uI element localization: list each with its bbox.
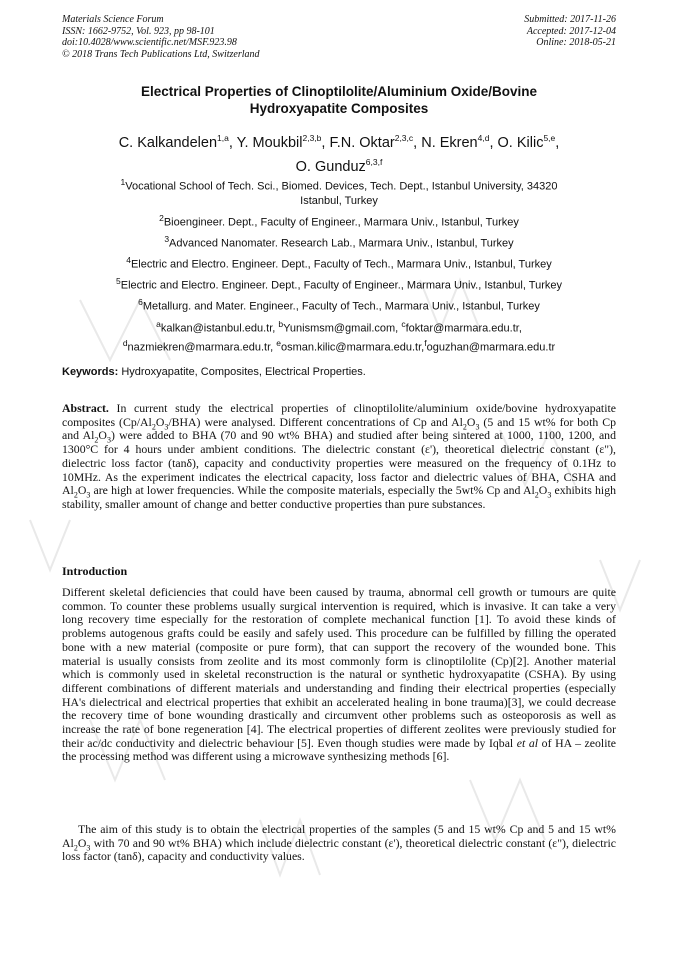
affiliation-text: Advanced Nanomater. Research Lab., Marmara Univ., Istanbul, Turkey bbox=[169, 237, 514, 250]
copyright: © 2018 Trans Tech Publications Ltd, Switzerland bbox=[62, 48, 260, 60]
intro-text: Different skeletal deficiencies that could have been caused by trauma, abnormal cell growth or tumours are quite common. To counter these problems usually surgical intervention is required, which is invasive. It can take a very long recovery time especially for the restoration of complete mechanical function [1]. To avoid these kinds of problems autogenous grafts could be easily and safely used. This procedure can be fulfilled by filling the operated bone with a new material (composite or pure form), that can support the recovery of the wounded bone. This material is usually consists from zeolite and its most commonly form is clinoptilolite (Cp)[2]. Another material which is commonly used in skeletal reconstruction is the natural or synthetic hydroxyapatite (CSHA). By using different combinations of different materials and understanding and finding their electrical properties (especially HA's dielectrical and electrical properties that exhibit an accelerated healing in bone trauma)[3], we could decrease the recovery time of bone wounding drastically and circumvent other problems such as osteoporosis as well as increase the rate of bone regeneration [4]. The electrical properties of different zeolites were previously studied for their ac/dc conductivity and dielectric behaviour [5]. Even though studies were made by Iqbal bbox=[62, 585, 616, 750]
introduction-heading: Introduction bbox=[62, 564, 128, 578]
affiliation-text: Bioengineer. Dept., Faculty of Engineer., Marmara Univ., Istanbul, Turkey bbox=[163, 216, 519, 229]
author-sep: , bbox=[228, 134, 237, 151]
email-link[interactable]: foktar@marmara.edu.tr, bbox=[405, 322, 522, 335]
keywords-label: Keywords: bbox=[62, 366, 119, 378]
author-name: N. Ekren bbox=[421, 134, 478, 151]
email-sup: b bbox=[278, 319, 284, 329]
author-name: F.N. Oktar bbox=[329, 134, 395, 151]
intro-text-end: of HA – zeolite the processing method was different using a microwave synthesizing methods [6]. bbox=[62, 735, 616, 764]
affiliation-sup: 4 bbox=[126, 255, 131, 265]
author-sup: 6,3,f bbox=[365, 156, 383, 167]
affiliation-text: Electric and Electro. Engineer. Dept., Faculty of Engineer., Marmara Univ., Istanbul, Turkey bbox=[120, 279, 562, 292]
issn: ISSN: 1662-9752, Vol. 923, pp 98-101 bbox=[62, 25, 215, 37]
submitted-date: Submitted: 2017-11-26 bbox=[524, 14, 616, 25]
email-link[interactable]: nazmiekren@marmara.edu.tr, bbox=[127, 341, 274, 354]
introduction-paragraph-1 bbox=[62, 586, 616, 764]
affiliation-2 bbox=[62, 211, 616, 230]
abstract bbox=[62, 402, 616, 512]
accepted-date: Accepted: 2017-12-04 bbox=[526, 25, 616, 37]
abstract-text: In current study the electrical properties of clinoptilolite/aluminium oxide/bovine hydroxyapatite composites $(Cp/Al_2O_3/BHA)$ were analysed. Different concentrations of Cp and $Al_2O_3$ (5 and 15 wt% for both Cp and $Al_2O_3$) were added to BHA (70 and 90 wt% BHA) and studied after being sintered at 1000, 1100, 1200, and 1300°C for 4 hours under ambient conditions. The dielectric constant (ε'), theoretical dielectric constant (ε"), dielectric loss factor (tanδ), capacity and conductivity properties were measured on the frequency of 0.1Hz to 10MHz. As the experiment indicates the electrical capacity, loss factor and dielectric values of BHA, CSHA and $Al_2O_3$ are high at lower frequencies. While the composite materials, especially the 5wt% Cp and $Al_2O_3$ exhibits high stability, smaller amount of change and better conductive properties than pure substances. bbox=[62, 401, 616, 511]
affiliation-text: Vocational School of Tech. Sci., Biomed. Devices, Tech. Dept., Istanbul University, 34320 bbox=[125, 180, 558, 193]
intro-etal: et al bbox=[516, 735, 539, 750]
keywords-text: Hydroxyapatite, Composites, Electrical Properties. bbox=[121, 366, 366, 378]
email-sup: e bbox=[276, 337, 282, 348]
author-sep: , bbox=[555, 134, 560, 151]
doi: doi:10.4028/www.scientific.net/MSF.923.98 bbox=[62, 37, 237, 48]
journal-name: Materials Science Forum bbox=[62, 14, 164, 25]
author-sup: 4,d bbox=[477, 133, 490, 143]
affiliation-sup: 3 bbox=[164, 234, 170, 244]
email-sup: c bbox=[401, 319, 406, 329]
dates-header bbox=[524, 14, 616, 49]
author-sep: , bbox=[489, 134, 498, 151]
author-sep: , bbox=[413, 134, 422, 151]
affiliation-3 bbox=[62, 232, 616, 251]
email-sup: d bbox=[122, 337, 128, 348]
email-list bbox=[62, 317, 616, 354]
intro-aim-text: The aim of this study is to obtain the electrical properties of the samples (5 and 15 wt% Cp and 5 and 15 wt% $Al_2O_3$ with 70 and 90 wt% BHA) which include dielectric constant (ε'), theoretical dielectric constant (ε"), dielectric loss factor (tanδ), capacity and conductivity values. bbox=[62, 822, 616, 864]
email-sup: a bbox=[156, 319, 161, 329]
author-name: C. Kalkandelen bbox=[118, 134, 218, 151]
online-date: Online: 2018-05-21 bbox=[536, 37, 616, 48]
affiliation-text: Metallurg. and Mater. Engineer., Faculty of Tech., Marmara Univ., Istanbul, Turkey bbox=[142, 300, 540, 313]
author-sup: 2,3,b bbox=[302, 133, 322, 143]
affiliation-text: Electric and Electro. Engineer. Dept., Faculty of Tech., Marmara Univ., Istanbul, Turkey bbox=[130, 258, 552, 271]
introduction-paragraph-2 bbox=[62, 823, 616, 864]
email-link[interactable]: osman.kilic@marmara.edu.tr, bbox=[281, 341, 425, 354]
author-name: Y. Moukbil bbox=[236, 134, 303, 151]
abstract-label: Abstract. bbox=[62, 401, 109, 415]
email-sup: f bbox=[424, 337, 427, 348]
keywords bbox=[62, 366, 366, 378]
affiliation-sup: 6 bbox=[138, 297, 143, 307]
affiliation-sup: 2 bbox=[159, 213, 164, 223]
affiliation-5 bbox=[62, 274, 616, 293]
affiliation-sup: 5 bbox=[116, 276, 121, 286]
email-link[interactable]: oguzhan@marmara.edu.tr bbox=[426, 341, 556, 354]
email-link[interactable]: kalkan@istanbul.edu.tr, bbox=[160, 322, 276, 335]
paper-title bbox=[62, 83, 616, 117]
author-list bbox=[62, 129, 616, 177]
affiliation-4 bbox=[62, 253, 616, 272]
author-sup: 5,e bbox=[543, 133, 556, 143]
email-link[interactable]: Yunismsm@gmail.com, bbox=[283, 322, 399, 335]
author-sep: , bbox=[321, 134, 330, 151]
author-name: O. Gunduz bbox=[295, 158, 366, 175]
affiliation-sup: 1 bbox=[120, 177, 126, 187]
author-name: O. Kilic bbox=[497, 134, 544, 151]
author-sup: 2,3,c bbox=[394, 133, 414, 143]
author-sup: 1,a bbox=[217, 133, 229, 143]
affiliation-1 bbox=[62, 175, 616, 208]
affiliation-text: Istanbul, Turkey bbox=[300, 194, 378, 207]
title-line-2: Hydroxyapatite Composites bbox=[249, 101, 429, 116]
title-line-1: Electrical Properties of Clinoptilolite/Aluminium Oxide/Bovine bbox=[140, 84, 538, 99]
journal-header bbox=[62, 14, 260, 60]
affiliation-6 bbox=[62, 295, 616, 314]
